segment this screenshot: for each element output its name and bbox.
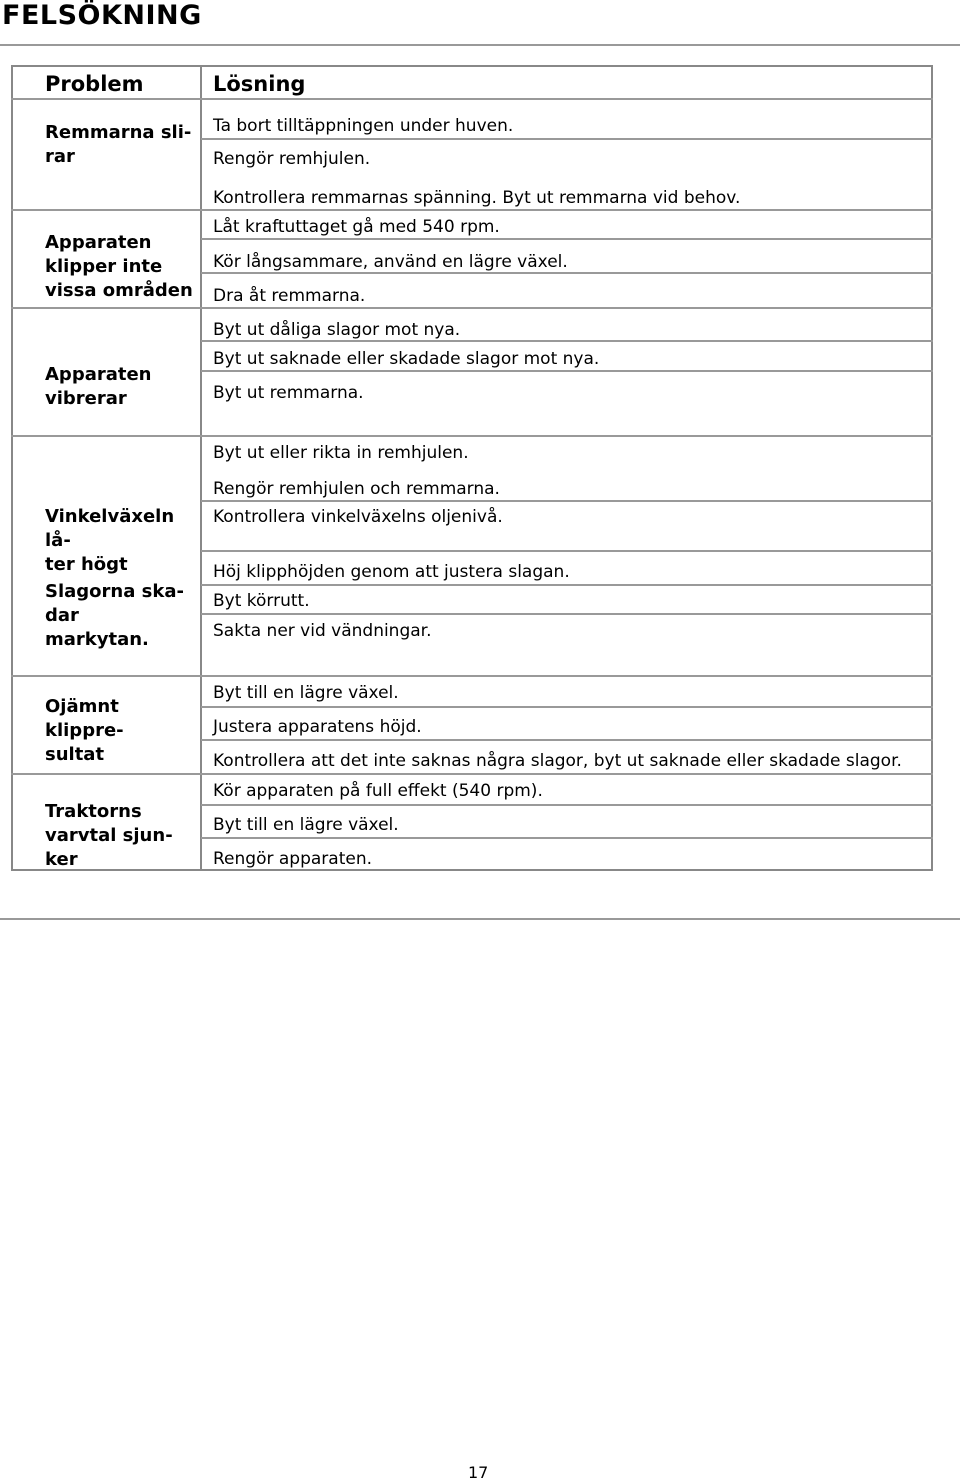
row-divider	[11, 435, 933, 437]
solution-cell: Byt till en lägre växel.	[213, 815, 399, 835]
solution-cell: Kör långsammare, använd en lägre växel.	[213, 252, 568, 272]
row-divider	[201, 370, 933, 372]
row-divider	[201, 550, 933, 552]
problem-column-header: Problem	[45, 72, 144, 96]
solution-cell: Rengör remhjulen och remmarna.	[213, 479, 500, 499]
row-divider	[11, 773, 933, 775]
row-divider	[11, 209, 933, 211]
solution-cell: Ta bort tilltäppningen under huven.	[213, 116, 514, 136]
problem-cell: Ojämnt klippre- sultat	[45, 696, 124, 765]
row-divider	[201, 500, 933, 502]
row-divider	[201, 837, 933, 839]
problem-cell: Traktorns varvtal sjun- ker	[45, 801, 173, 870]
solution-cell: Byt ut dåliga slagor mot nya.	[213, 320, 461, 340]
problem-cell: Remmarna sli- rar	[45, 122, 192, 167]
solution-cell: Kör apparaten på full effekt (540 rpm).	[213, 781, 543, 801]
solution-cell: Höj klipphöjden genom att justera slagan.	[213, 562, 570, 582]
row-divider	[201, 613, 933, 615]
problem-cell: Slagorna ska- dar markytan.	[45, 581, 184, 650]
column-divider	[200, 65, 202, 871]
solution-cell: Kontrollera vinkelväxelns oljenivå.	[213, 507, 503, 527]
problem-cell: Apparaten klipper inte vissa områden	[45, 232, 193, 301]
row-divider	[11, 675, 933, 677]
bottom-divider	[0, 918, 960, 920]
problem-cell: Apparaten vibrerar	[45, 364, 152, 409]
solution-cell: Kontrollera remmarnas spänning. Byt ut remmarna vid behov.	[213, 188, 741, 208]
solution-cell: Byt ut remmarna.	[213, 383, 364, 403]
row-divider	[201, 584, 933, 586]
solution-cell: Byt till en lägre växel.	[213, 683, 399, 703]
solution-cell: Dra åt remmarna.	[213, 286, 366, 306]
solution-cell: Kontrollera att det inte saknas några slagor, byt ut saknade eller skadade slagor.	[213, 751, 902, 771]
row-divider	[201, 238, 933, 240]
solution-cell: Byt körrutt.	[213, 591, 310, 611]
row-divider	[201, 138, 933, 140]
page-title: FELSÖKNING	[2, 0, 202, 31]
row-divider	[201, 739, 933, 741]
solution-cell: Byt ut saknade eller skadade slagor mot nya.	[213, 349, 600, 369]
solution-column-header: Lösning	[213, 72, 306, 96]
solution-cell: Justera apparatens höjd.	[213, 717, 422, 737]
row-divider	[201, 706, 933, 708]
problem-cell: Vinkelväxeln lå- ter högt	[45, 506, 175, 575]
solution-cell: Rengör apparaten.	[213, 849, 372, 869]
top-divider	[0, 44, 960, 46]
row-divider	[201, 804, 933, 806]
solution-cell: Sakta ner vid vändningar.	[213, 621, 432, 641]
solution-cell: Rengör remhjulen.	[213, 149, 371, 169]
page-number: 17	[468, 1463, 489, 1482]
solution-cell: Låt kraftuttaget gå med 540 rpm.	[213, 217, 500, 237]
solution-cell: Byt ut eller rikta in remhjulen.	[213, 443, 469, 463]
header-divider	[11, 98, 933, 100]
row-divider	[11, 307, 933, 309]
